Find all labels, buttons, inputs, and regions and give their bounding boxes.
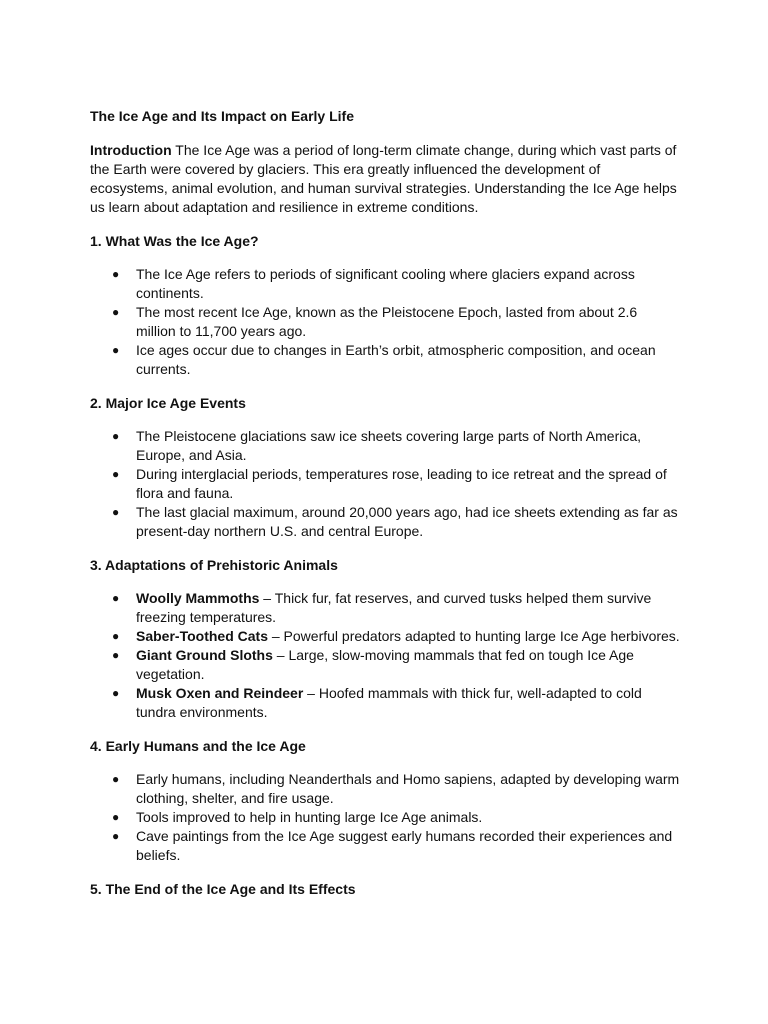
list-item [90, 265, 680, 303]
bullet-list [90, 427, 680, 541]
list-item-text: The last glacial maximum, around 20,000 years ago, had ice sheets extending as far as present-day northern U.S. and central Europe. [136, 504, 678, 539]
list-item-text: Tools improved to help in hunting large Ice Age animals. [136, 809, 483, 825]
list-item [90, 770, 680, 808]
bullet-icon: ● [112, 505, 120, 519]
bullet-icon: ● [112, 686, 120, 700]
bullet-icon: ● [112, 267, 120, 281]
list-item [90, 589, 680, 627]
section-heading: 4. Early Humans and the Ice Age [90, 738, 306, 754]
bullet-icon: ● [112, 305, 120, 319]
section-heading: 3. Adaptations of Prehistoric Animals [90, 557, 338, 573]
intro-label: Introduction [90, 142, 172, 158]
list-item-text: Cave paintings from the Ice Age suggest early humans recorded their experiences and beliefs. [136, 828, 673, 863]
bullet-list [90, 265, 680, 379]
bullet-list [90, 770, 680, 865]
list-item [90, 303, 680, 341]
list-item-text: – Thick fur, fat reserves, and curved tusks helped them survive freezing temperatures. [136, 590, 652, 625]
list-item-term: Saber-Toothed Cats [136, 628, 268, 644]
list-item [90, 503, 680, 541]
list-item [90, 427, 680, 465]
bullet-icon: ● [112, 772, 120, 786]
list-item [90, 627, 680, 646]
list-item-text: The Ice Age refers to periods of significant cooling where glaciers expand across continents. [136, 266, 635, 301]
list-item [90, 684, 680, 722]
list-item-text: Early humans, including Neanderthals and Homo sapiens, adapted by developing warm clothing, shelter, and fire usage. [136, 771, 680, 806]
bullet-icon: ● [112, 343, 120, 357]
list-item [90, 827, 680, 865]
intro-text: The Ice Age was a period of long-term climate change, during which vast parts of the Earth were covered by glaciers. This era greatly influenced the development of ecosystems, animal evolution, and human survival strategies. Understanding the Ice Age helps us learn about adaptation and resilience in extreme conditions. [90, 142, 677, 215]
bullet-icon: ● [112, 591, 120, 605]
list-item-term: Woolly Mammoths [136, 590, 260, 606]
section-heading: 5. The End of the Ice Age and Its Effects [90, 881, 356, 897]
bullet-list [90, 589, 680, 722]
list-item [90, 646, 680, 684]
bullet-icon: ● [112, 829, 120, 843]
list-item-text: – Powerful predators adapted to hunting large Ice Age herbivores. [267, 628, 680, 644]
intro-paragraph [90, 141, 680, 217]
section-heading: 2. Major Ice Age Events [90, 395, 246, 411]
list-item [90, 465, 680, 503]
list-item-text: – Hoofed mammals with thick fur, well-adapted to cold tundra environments. [136, 685, 642, 720]
list-item-text: The Pleistocene glaciations saw ice sheets covering large parts of North America, Europe, and Asia. [136, 428, 642, 463]
bullet-icon: ● [112, 629, 120, 643]
list-item-text: Ice ages occur due to changes in Earth’s orbit, atmospheric composition, and ocean currents. [136, 342, 656, 377]
document-title: The Ice Age and Its Impact on Early Life [90, 108, 354, 124]
list-item-text: The most recent Ice Age, known as the Pleistocene Epoch, lasted from about 2.6 million to 11,700 years ago. [136, 304, 638, 339]
bullet-icon: ● [112, 648, 120, 662]
list-item-term: Giant Ground Sloths [136, 647, 273, 663]
section-heading: 1. What Was the Ice Age? [90, 233, 259, 249]
bullet-icon: ● [112, 467, 120, 481]
bullet-icon: ● [112, 810, 120, 824]
list-item-text: – Large, slow-moving mammals that fed on tough Ice Age vegetation. [136, 647, 634, 682]
list-item [90, 341, 680, 379]
list-item [90, 808, 680, 827]
list-item-term: Musk Oxen and Reindeer [136, 685, 304, 701]
list-item-text: During interglacial periods, temperatures rose, leading to ice retreat and the spread of flora and fauna. [136, 466, 667, 501]
bullet-icon: ● [112, 429, 120, 443]
